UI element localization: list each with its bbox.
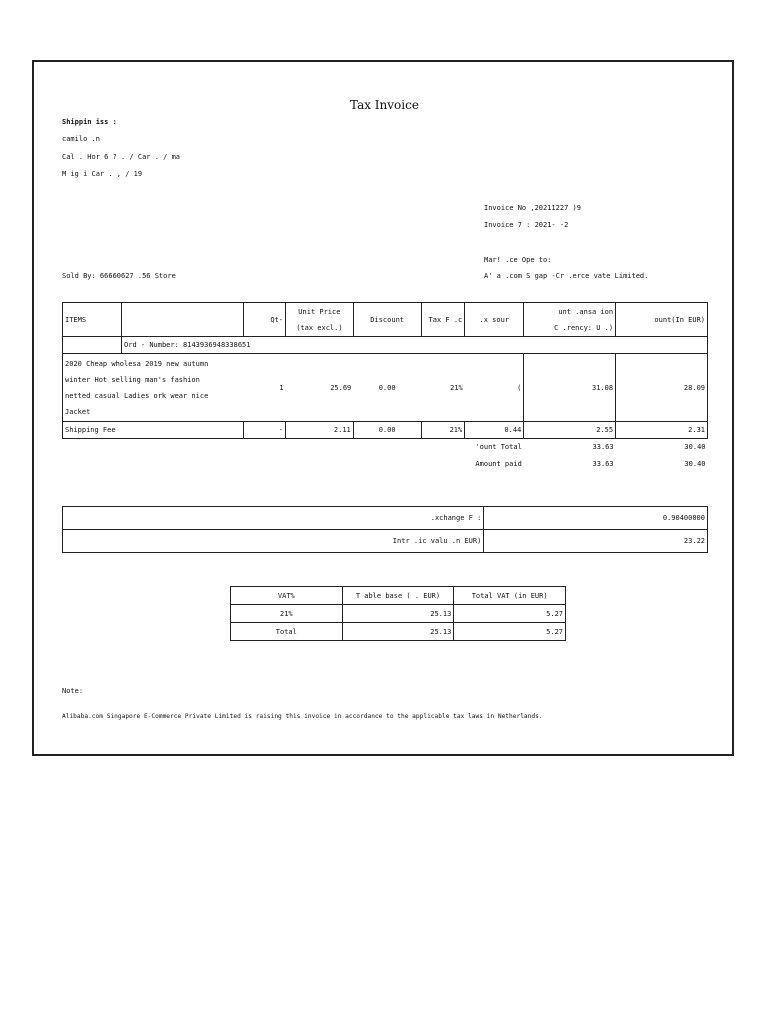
exchange-table (62, 506, 708, 553)
header-unit-price (286, 303, 354, 337)
item-tax-rate: 21% (450, 383, 463, 392)
shipping-fee-amount-eur: 2.31 (616, 422, 708, 439)
header-blank (122, 303, 244, 337)
item-description-line: Jacket (65, 407, 91, 416)
item-description (63, 354, 244, 422)
vat-total: 5.27 (454, 605, 566, 623)
totals-spacer (63, 439, 465, 456)
header-qty: Qt- (244, 303, 286, 337)
exchange-rate-row (63, 507, 708, 530)
note-label: Note: (62, 687, 84, 695)
item-description-line: netted casual Ladies ork wear nice (65, 391, 209, 400)
vat-taxable-base: 25.13 (342, 605, 454, 623)
operator-label: Mar! .ce Ope to: (484, 256, 552, 264)
vat-total-taxable-base: 25.13 (342, 623, 454, 641)
item-amount-transaction: 31.08 (592, 383, 614, 392)
items-header-row (63, 303, 708, 337)
vat-table (230, 586, 566, 641)
shipping-fee-label: Shipping Fee (63, 422, 244, 439)
header-amount-transaction (524, 303, 616, 337)
amount-paid-label: Amount paid (475, 460, 522, 468)
table-row (231, 623, 566, 641)
header-unit-price-line1: Unit Price (298, 307, 341, 316)
header-amount-transaction-line2: C .rency: U .) (554, 323, 614, 332)
shipping-fee-tax-amount: 0.44 (465, 422, 524, 439)
shipping-name: camilo .n (62, 135, 100, 143)
vat-header-rate: VAT% (231, 587, 343, 605)
vat-total-amount: 5.27 (454, 623, 566, 641)
shipping-line2: M ig i Car . , / 19 (62, 170, 143, 178)
vat-header-taxable-base: T able base ( . EUR) (342, 587, 454, 605)
header-amount-eur: ount(In EUR) (616, 303, 708, 337)
note-text: Alibaba.com Singapore E-Commerce Private Limited is raising this invoice in accordance to the applicable tax laws in Netherlands. (62, 713, 543, 720)
totals-spacer (63, 456, 465, 473)
shipping-heading: Shippin iss : (62, 118, 117, 126)
invoice-page (32, 60, 734, 756)
vat-total-label: Total (231, 623, 343, 641)
intrinsic-value-row (63, 530, 708, 553)
header-discount: Discount (353, 303, 421, 337)
sold-by: Sold By: 66660627 .56 Store (62, 272, 176, 280)
invoice-number: Invoice No ,20211227 )9 (484, 204, 581, 212)
order-number: Ord - Number: 8143936948338651 (122, 337, 708, 354)
shipping-line1: Cal . Hor 6 ? . / Car . / ma (62, 153, 181, 161)
vat-header-row (231, 587, 566, 605)
item-amount-eur: 28.09 (616, 354, 708, 422)
header-tax-rate: Tax F .c (421, 303, 465, 337)
table-row (63, 354, 708, 422)
amount-paid-row (63, 456, 708, 473)
amount-total-row (63, 439, 708, 456)
vat-rate: 21% (231, 605, 343, 623)
page-title: Tax Invoice (350, 98, 419, 112)
intrinsic-value-value: 23.22 (484, 530, 708, 553)
operator-value: A' a .com S gap -Cr .erce vate Limited. (484, 272, 649, 280)
intrinsic-value-label: Intr .ic valu .n EUR) (63, 530, 484, 553)
amount-total-eur: 30.40 (684, 443, 706, 452)
item-description-line: winter Hot selling man's fashion (65, 375, 200, 384)
header-unit-price-line2: (tax excl.) (296, 323, 343, 332)
item-tax-amount: ( (465, 354, 524, 422)
amount-paid-transaction: 33.63 (592, 460, 614, 468)
item-description-line: 2020 Cheap wholesa 2019 new autumn (65, 359, 209, 368)
amount-paid-eur: 30.40 (684, 460, 706, 468)
order-number-spacer (63, 337, 122, 354)
amount-total-label: 'ount Total (475, 443, 522, 452)
shipping-fee-discount: 0.00 (353, 422, 421, 439)
header-tax-amount: .x sour (465, 303, 524, 337)
items-table (62, 302, 708, 473)
shipping-fee-tax-rate: 21% (421, 422, 465, 439)
order-number-row (63, 337, 708, 354)
vat-header-total-vat: Total VAT (in EUR) (454, 587, 566, 605)
header-items: ITEMS (63, 303, 122, 337)
amount-total-transaction: 33.63 (592, 443, 614, 452)
shipping-fee-unit-price: 2.11 (286, 422, 354, 439)
invoice-date: Invoice 7 : 2021- -2 (484, 221, 569, 229)
item-unit-price: 25.69 (330, 383, 352, 392)
shipping-fee-qty: - (244, 422, 286, 439)
exchange-rate-label: .xchange F : (63, 507, 484, 530)
shipping-fee-amount-transaction: 2.55 (524, 422, 616, 439)
exchange-rate-value: 0.90400000 (484, 507, 708, 530)
item-discount: 0.00 (378, 383, 396, 392)
item-qty: 1 (279, 383, 284, 392)
table-row (231, 605, 566, 623)
header-amount-transaction-line1: unt .ansa ion (558, 307, 614, 316)
table-row (63, 422, 708, 439)
